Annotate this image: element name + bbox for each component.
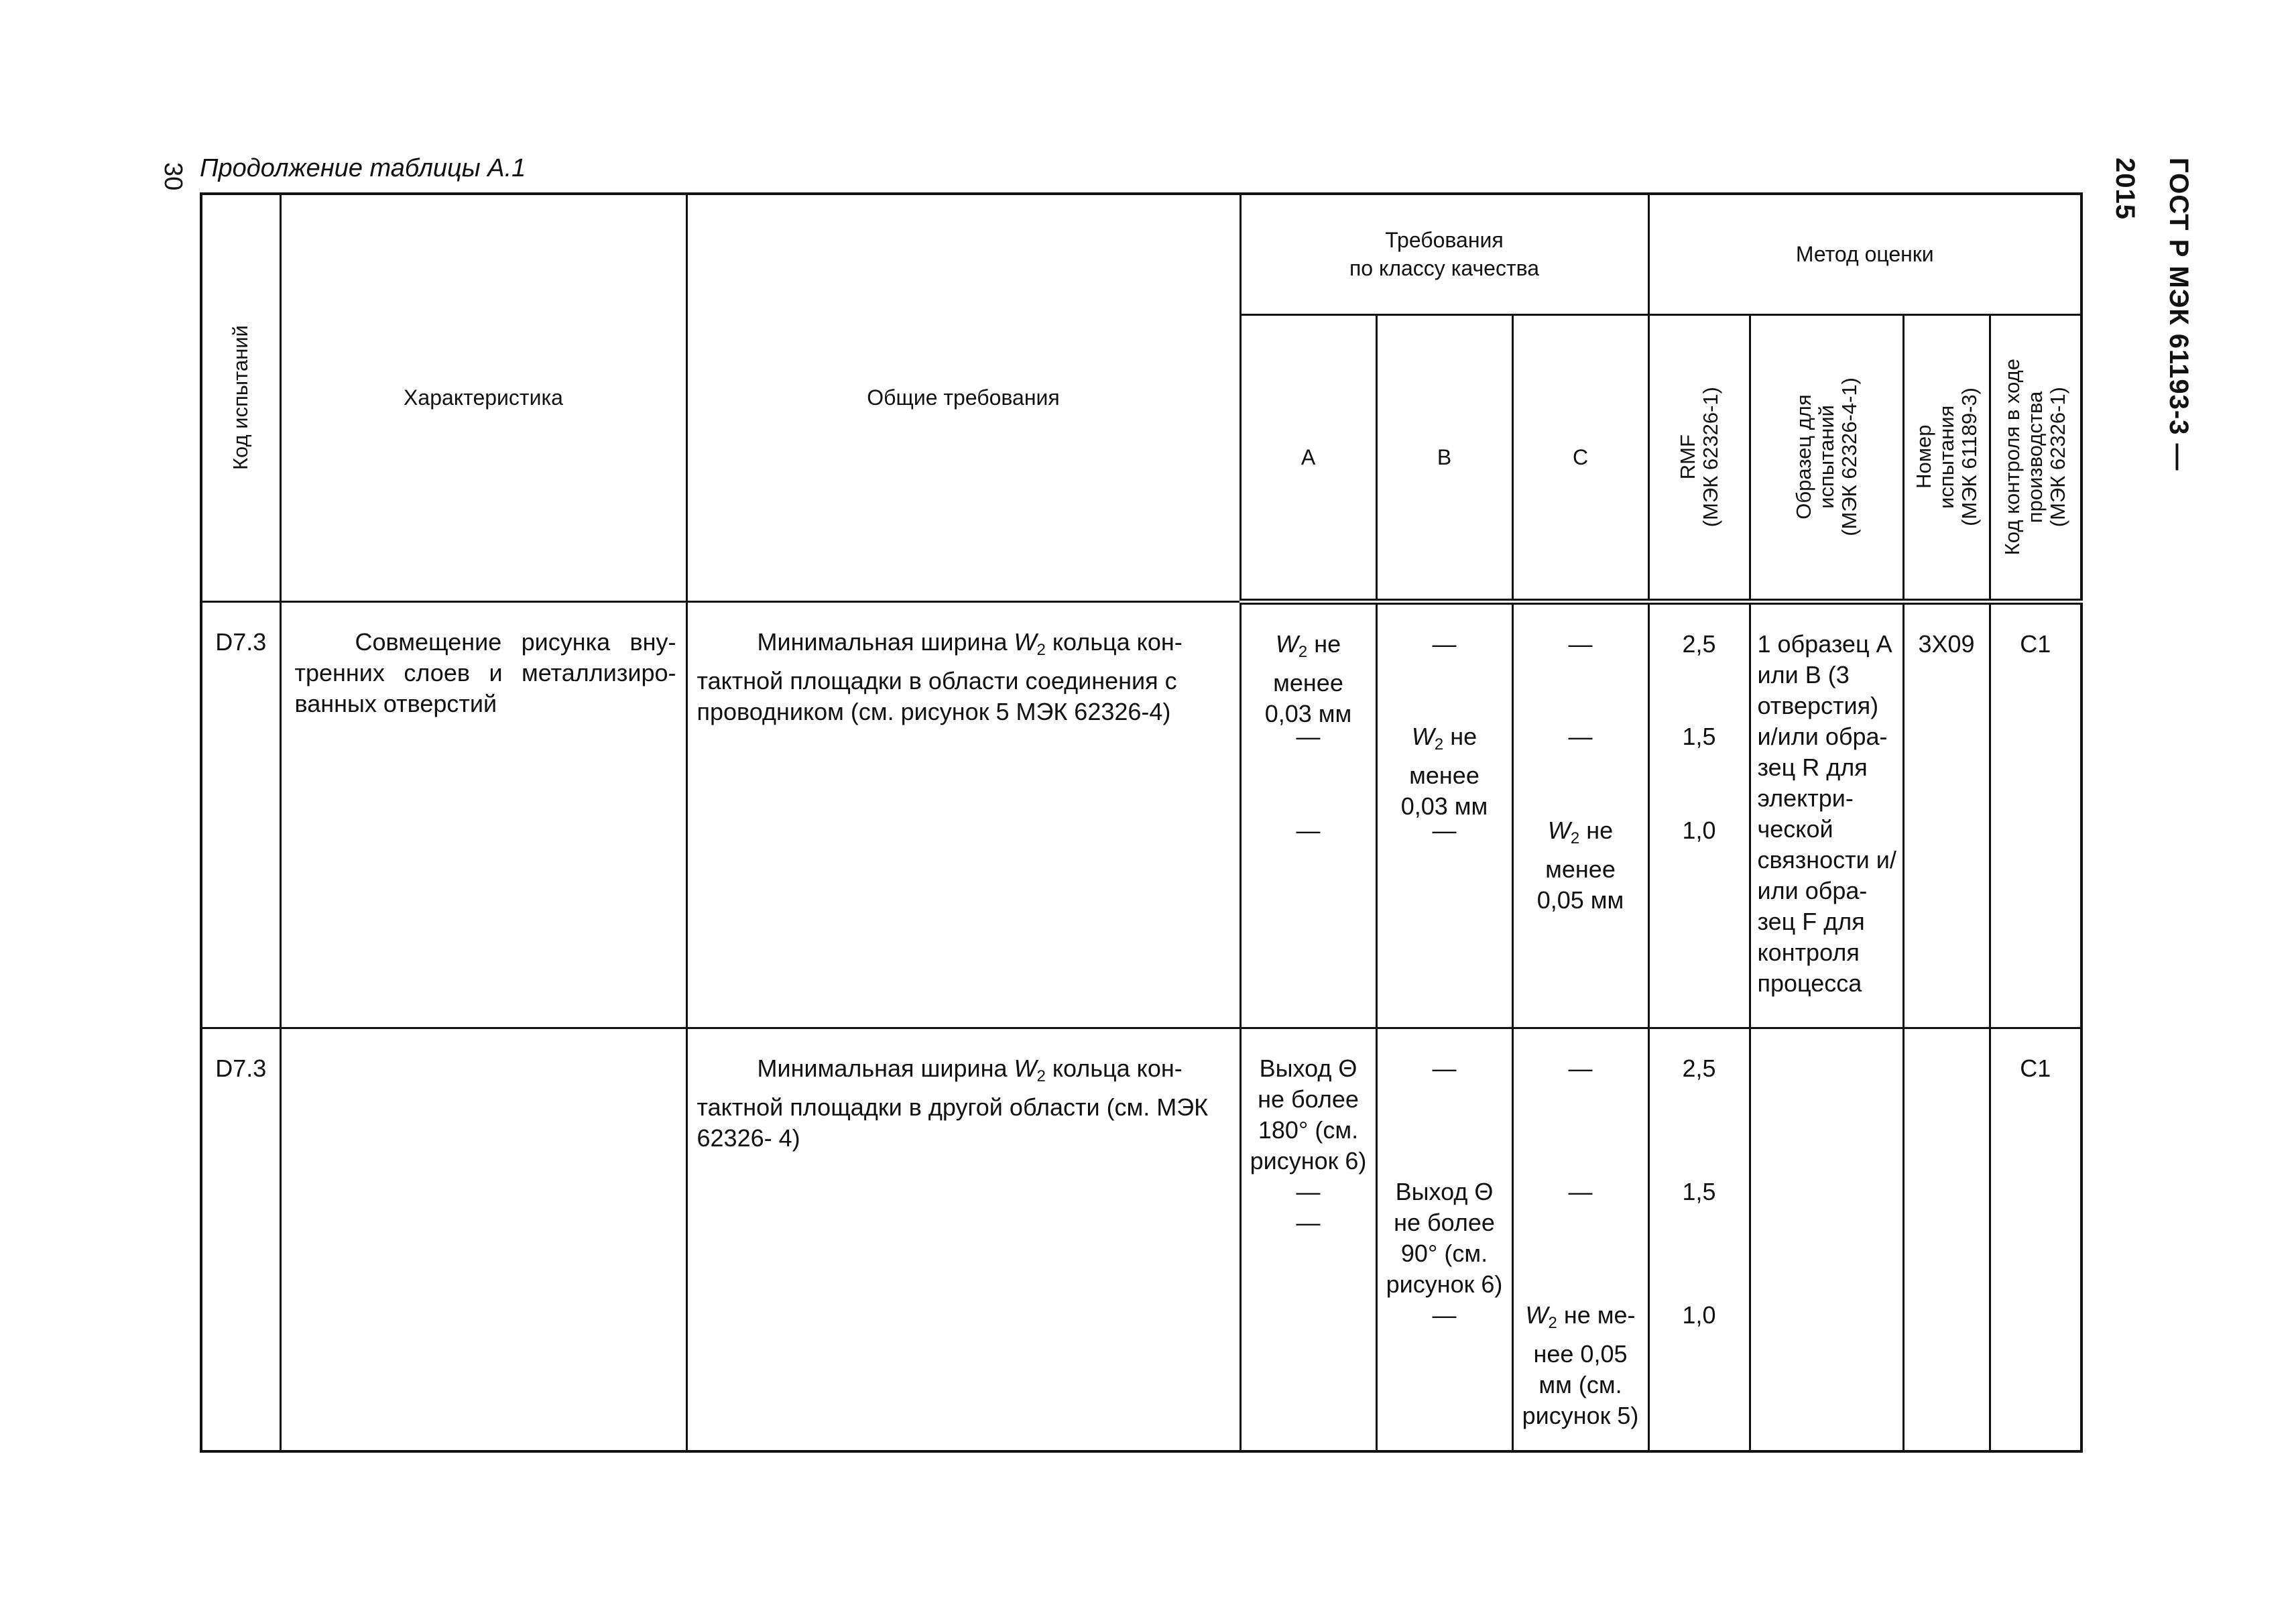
- cell-control-code: C1: [1990, 1028, 2081, 1451]
- header-rmf: RMF (МЭК 62326-1): [1648, 314, 1750, 601]
- cell-rmf: 2,5 1,5 1,0: [1648, 1028, 1750, 1451]
- header-sample: Образец для испытаний (МЭК 62326-4-1): [1750, 314, 1903, 601]
- table-caption: Продолжение таблицы А.1: [200, 154, 526, 182]
- cell-class-b: — $W_2$ не менее 0,03 мм —: [1376, 601, 1512, 1028]
- cell-characteristic: Совмещение рисунка вну-тренних слоев и металлизиро-ванных отверстий: [280, 601, 686, 1028]
- cell-test-number: [1903, 1028, 1990, 1451]
- cell-class-b: — Выход Θ не более 90° (см. рисунок 6) —: [1376, 1028, 1512, 1451]
- header-general: Общие требования: [686, 194, 1240, 601]
- cell-test-code: D7.3: [201, 601, 280, 1028]
- cell-class-c: — — $W_2$ не ме-нее 0,05 мм (см. рисунок 5): [1512, 1028, 1648, 1451]
- page-number: 30: [159, 162, 187, 191]
- cell-test-number: 3X09: [1903, 601, 1990, 1028]
- cell-sample: 1 образец А или В (3 отверстия) и/или обра-зец R для электри-ческой связности и/или обра-зец F для контроля процесса: [1750, 601, 1903, 1028]
- cell-control-code: C1: [1990, 601, 2081, 1028]
- header-requirements: Требования по классу качества: [1240, 194, 1648, 314]
- cell-class-c: — — $W_2$ не менее 0,05 мм: [1512, 601, 1648, 1028]
- table-row: [201, 1028, 2081, 1451]
- cell-rmf: 2,5 1,5 1,0: [1648, 601, 1750, 1028]
- cell-class-a: $W_2$ не менее 0,03 мм — —: [1240, 601, 1376, 1028]
- cell-sample: [1750, 1028, 1903, 1451]
- cell-general: Минимальная ширина $W_2$ кольца кон-тактной площадки в другой области (см. МЭК 62326- 4): [686, 1028, 1240, 1451]
- cell-test-code: D7.3: [201, 1028, 280, 1451]
- header-test-number: Номер испытания (МЭК 61189-3): [1903, 314, 1990, 601]
- table-row: [201, 601, 2081, 1028]
- header-class-a: А: [1240, 314, 1376, 601]
- header-class-c: С: [1512, 314, 1648, 601]
- header-characteristic: Характеристика: [280, 194, 686, 601]
- header-test-code: Код испытаний: [201, 194, 280, 601]
- requirements-table: [200, 192, 2083, 1453]
- header-class-b: В: [1376, 314, 1512, 601]
- header-control-code: Код контроля в ходе производства (МЭК 62326-1): [1990, 314, 2081, 601]
- cell-general: Минимальная ширина $W_2$ кольца кон-тактной площадки в области соединения с проводником (см. рисунок 5 МЭК 62326-4): [686, 601, 1240, 1028]
- cell-class-a: Выход Θ не более 180° (см. рисунок 6) — —: [1240, 1028, 1376, 1451]
- document-id: ГОСТ Р МЭК 61193-3 — 2015: [2110, 158, 2193, 471]
- header-method: Метод оценки: [1648, 194, 2081, 314]
- cell-characteristic: [280, 1028, 686, 1451]
